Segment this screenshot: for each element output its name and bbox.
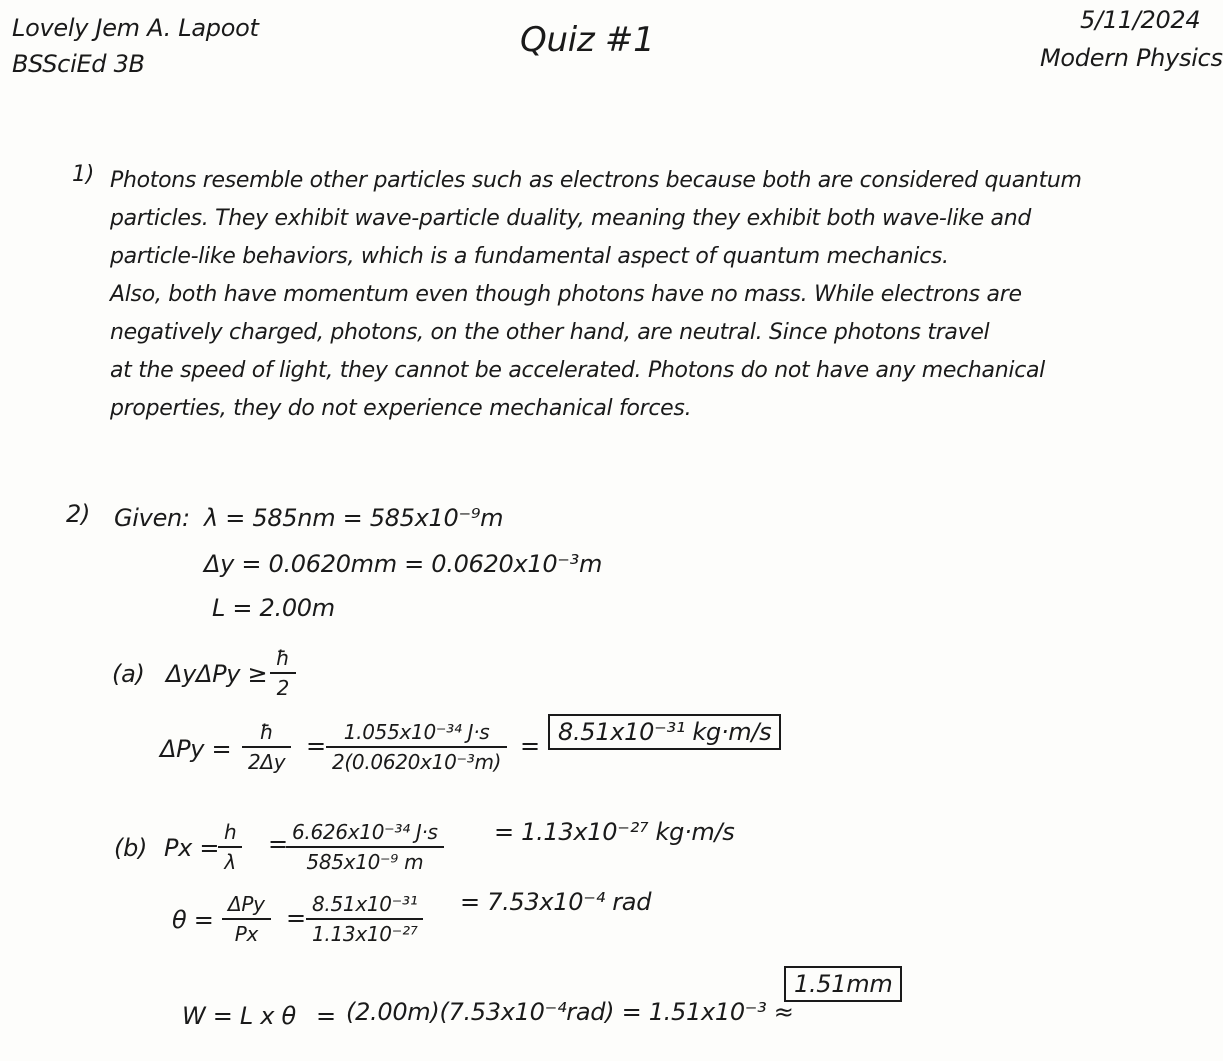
inequality-num: ħ <box>270 646 296 674</box>
px-f-num: 6.626x10⁻³⁴ J·s <box>286 820 444 848</box>
q1-line: particles. They exhibit wave-particle duality, meaning they exhibit both wave-like and <box>110 206 1031 231</box>
theta-lhs: θ = <box>172 906 214 934</box>
uncertainty-inequality: ΔyΔPy ≥ <box>166 660 268 688</box>
given-lambda: λ = 585nm = 585x10⁻⁹m <box>204 504 504 532</box>
dpy-f1-den: 2Δy <box>248 750 286 774</box>
q1-line: Photons resemble other particles such as electrons because both are considered quantum <box>110 168 1082 193</box>
student-name: Lovely Jem A. Lapoot <box>12 14 259 42</box>
subject-name: Modern Physics <box>1040 44 1223 72</box>
w-calc: (2.00m)(7.53x10⁻⁴rad) = 1.51x10⁻³ ≈ <box>346 998 794 1026</box>
q1-answer <box>110 162 1090 428</box>
px-num: h <box>218 820 242 848</box>
w-eq: = <box>316 1002 336 1030</box>
part-b-label: (b) <box>114 834 148 862</box>
dpy-f2-den: 2(0.0620x10⁻³m) <box>332 750 502 774</box>
px-result: = 1.13x10⁻²⁷ kg·m/s <box>494 818 735 846</box>
theta-num: ΔPy <box>222 892 271 920</box>
dpy-f1-num: ħ <box>242 720 291 748</box>
q1-line: Also, both have momentum even though photons have no mass. While electrons are <box>110 282 1022 307</box>
dpy-fraction-1 <box>242 720 291 774</box>
dpy-fraction-2 <box>326 720 507 774</box>
quiz-date: 5/11/2024 <box>1080 6 1201 34</box>
dpy-eq2: = <box>520 732 540 760</box>
q1-line: particle-like behaviors, which is a fundamental aspect of quantum mechanics. <box>110 244 949 269</box>
theta-eq: = <box>286 904 306 932</box>
dpy-eq1: = <box>306 732 326 760</box>
inequality-fraction <box>270 646 296 700</box>
theta-fraction-1 <box>222 892 271 946</box>
part-b-answer-box: 1.51mm <box>784 966 902 1002</box>
given-label: Given: <box>114 504 190 532</box>
px-den: λ <box>224 850 236 874</box>
px-lhs: Px = <box>164 834 220 862</box>
q1-line: negatively charged, photons, on the other hand, are neutral. Since photons travel <box>110 320 990 345</box>
inequality-den: 2 <box>276 676 290 700</box>
q2-number: 2) <box>66 500 91 528</box>
q1-line: properties, they do not experience mechanical forces. <box>110 396 692 421</box>
px-f-den: 585x10⁻⁹ m <box>306 850 424 874</box>
dpy-f2-num: 1.055x10⁻³⁴ J·s <box>326 720 507 748</box>
student-section: BSSciEd 3B <box>12 50 145 78</box>
dpy-lhs: ΔPy = <box>160 735 232 763</box>
theta-den: Px <box>234 922 258 946</box>
part-a-answer-box: 8.51x10⁻³¹ kg·m/s <box>548 714 781 750</box>
part-a-label: (a) <box>112 660 145 688</box>
theta-fraction-2 <box>306 892 423 946</box>
given-L: L = 2.00m <box>212 594 335 622</box>
theta-result: = 7.53x10⁻⁴ rad <box>460 888 652 916</box>
page-title: Quiz #1 <box>520 20 655 60</box>
q1-number: 1) <box>72 162 94 187</box>
w-lhs: W = L x θ <box>182 1002 296 1030</box>
px-eq: = <box>268 830 288 858</box>
q1-line: at the speed of light, they cannot be accelerated. Photons do not have any mechanical <box>110 358 1045 383</box>
theta-f-num: 8.51x10⁻³¹ <box>306 892 423 920</box>
px-fraction-1 <box>218 820 242 874</box>
theta-f-den: 1.13x10⁻²⁷ <box>312 922 418 946</box>
px-fraction-2 <box>286 820 444 874</box>
given-dy: Δy = 0.0620mm = 0.0620x10⁻³m <box>204 550 603 578</box>
